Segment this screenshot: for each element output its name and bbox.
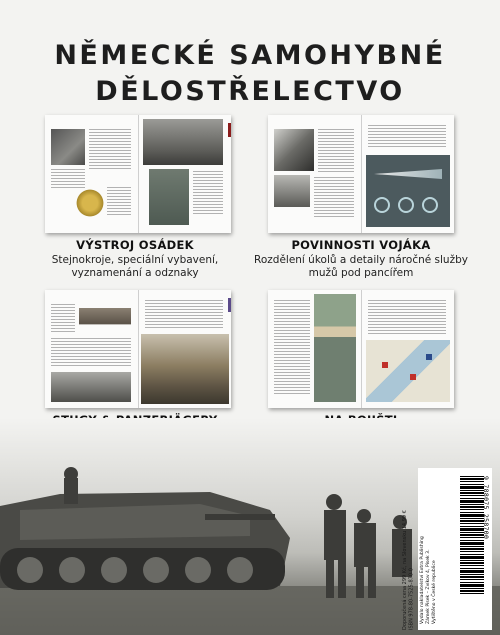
text-column [318, 129, 354, 173]
photo-tanks [51, 372, 131, 402]
section-desc-line-2: mužů pod pancířem [308, 267, 414, 279]
text-column [51, 304, 75, 332]
spread-vystroj [45, 115, 231, 233]
spread-left-page [45, 290, 138, 408]
title-line-2: DĚLOSTŘELECTVO [95, 76, 405, 107]
spread-povinnosti [268, 115, 454, 233]
caption-povinnosti [246, 238, 476, 280]
illustration-soldier [314, 294, 356, 402]
spread-right-page [361, 115, 454, 233]
text-column [89, 129, 131, 169]
spread-left-page [268, 290, 361, 408]
section-desc-line-1: Rozdělení úkolů a detaily náročné služby [254, 254, 468, 266]
map-marker [410, 374, 416, 380]
isbn-line: ISBN 978-80-7525-870-0 [408, 568, 415, 630]
text-column [51, 169, 85, 189]
barcode-bars [460, 476, 484, 594]
spread-right-page [361, 290, 454, 408]
text-column [274, 300, 310, 394]
photo-uniform [149, 169, 189, 225]
barcode-block [418, 468, 492, 630]
section-desc-line-1: Stejnokroje, speciální vybavení, [51, 254, 219, 266]
publisher-info [420, 476, 438, 624]
photo-stug-color [141, 334, 229, 404]
text-column [368, 300, 446, 334]
chapter-tab [228, 123, 231, 137]
map-marker [426, 354, 432, 360]
text-column [368, 125, 446, 149]
caption-vystroj [20, 238, 250, 280]
photo-soldiers [143, 119, 223, 165]
spread-stugy [45, 290, 231, 408]
publisher-line: Vytištěno v České republice [432, 560, 437, 624]
spread-na-bojisti [268, 290, 454, 408]
text-column [193, 171, 223, 215]
chapter-tab [228, 298, 231, 312]
spread-right-page [138, 115, 231, 233]
battle-map [366, 340, 450, 402]
text-column [51, 338, 131, 368]
cover-title [0, 38, 500, 110]
ring-diagram [398, 197, 414, 213]
spread-left-page [45, 115, 138, 233]
map-marker [382, 362, 388, 368]
text-column [314, 177, 354, 217]
text-column [145, 300, 223, 330]
photo-crew-work [274, 175, 310, 207]
range-diagram [374, 169, 442, 179]
spread-left-page [268, 115, 361, 233]
ring-diagram [422, 197, 438, 213]
photo-loading [274, 129, 314, 171]
badge-photo [75, 187, 105, 219]
text-column [107, 187, 131, 217]
photo-stug [79, 296, 131, 336]
section-heading: POVINNOSTI VOJÁKA [291, 238, 431, 252]
price-info [402, 490, 415, 630]
title-line-1: NĚMECKÉ SAMOHYBNÉ [54, 40, 446, 71]
section-desc-line-2: vyznamenání a odznaky [71, 267, 199, 279]
publisher-line: Zámek Pisek – Zvíkov 4, Pisek 3. [426, 549, 431, 624]
photo-crew [51, 129, 85, 165]
section-heading: VÝSTROJ OSÁDEK [76, 238, 194, 252]
publisher-line: Vydalo nakladatelství Extra Publishing [420, 536, 425, 624]
ring-diagram [374, 197, 390, 213]
spread-right-page [138, 290, 231, 408]
barcode-number: 9 788075 258700 [482, 476, 490, 540]
diagram-panel [366, 155, 450, 227]
price-line: Doporučená cena 299 Kč, na Slovensku 14,99 € [402, 510, 408, 630]
